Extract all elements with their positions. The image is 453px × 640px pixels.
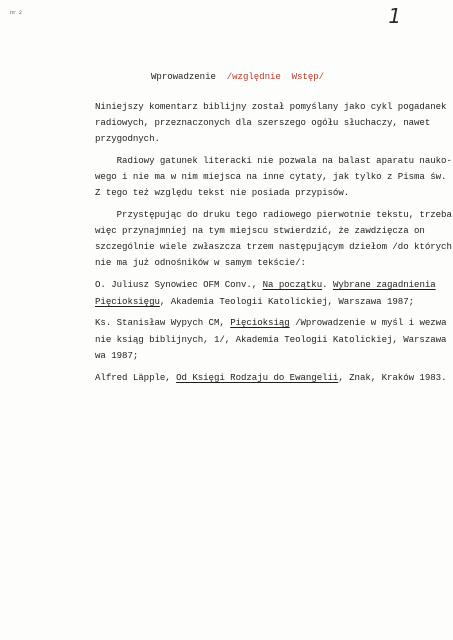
- ref2-line1: [95, 317, 446, 328]
- ref2-line3: wa 1987;: [95, 350, 139, 361]
- ref1-title-b2: Pięcioksięgu: [95, 296, 160, 307]
- ref3-rest: , Znak, Kraków 1983.: [338, 372, 447, 383]
- document-title: [151, 71, 324, 82]
- page-number: 1: [388, 4, 401, 28]
- ref2-line2: nie ksiąg biblijnych, 1/, Akademia Teologii Katolickiej, Warszawa: [95, 334, 447, 345]
- ref1-rest: , Akademia Teologii Katolickiej, Warszawa 1987;: [159, 296, 415, 307]
- ref1-separator: .: [322, 279, 333, 290]
- ref1-title-b1: Wybrane zagadnienia: [332, 279, 436, 290]
- title-main: Wprowadzenie: [151, 71, 216, 82]
- ref2-rest1: /Wprowadzenie w myśl i wezwa: [289, 317, 447, 328]
- para3-line4: nie ma już odnośników w samym tekście/:: [95, 257, 306, 268]
- para1-line2: radiowych, przeznaczonych dla szerszego ogółu słuchaczy, nawet: [95, 117, 431, 128]
- ref2-author: Ks. Stanisław Wypych CM,: [95, 317, 231, 328]
- para3-line3: szczególnie wiele zwłaszcza trzem następującym dziełom /do których: [95, 241, 452, 252]
- para2-line3: Z tego też względu tekst nie posiada przypisów.: [95, 187, 350, 198]
- ref1-author: O. Juliusz Synowiec OFM Conv.,: [95, 279, 263, 290]
- ref1-line2: [95, 296, 414, 307]
- corner-mark: nr 2: [10, 10, 22, 16]
- ref2-title: Pięcioksiąg: [230, 317, 290, 328]
- ref1-title-a: Na początku: [262, 279, 323, 290]
- para1-line3: przygodnych.: [95, 133, 160, 144]
- ref1-line1: [95, 279, 436, 290]
- para3-line2: więc przynajmniej na tym miejscu stwierdzić, że zawdzięcza on: [95, 225, 425, 236]
- para3-line1: Przystępując do druku tego radiowego pierwotnie tekstu, trzeba: [95, 209, 452, 220]
- ref3-author: Alfred Läpple,: [95, 372, 177, 383]
- para1-line1: Niniejszy komentarz biblijny został pomyślany jako cykl pogadanek: [95, 101, 447, 112]
- para2-line1: Radiowy gatunek literacki nie pozwala na balast aparatu nauko-: [95, 155, 452, 166]
- ref3-title: Od Księgi Rodzaju do Ewangelii: [176, 372, 339, 383]
- ref3-line1: [95, 372, 446, 383]
- title-alternative: /względnie Wstęp/: [226, 71, 325, 82]
- para2-line2: wego i nie ma w nim miejsca na inne cytaty, jak tylko z Pisma św.: [95, 171, 447, 182]
